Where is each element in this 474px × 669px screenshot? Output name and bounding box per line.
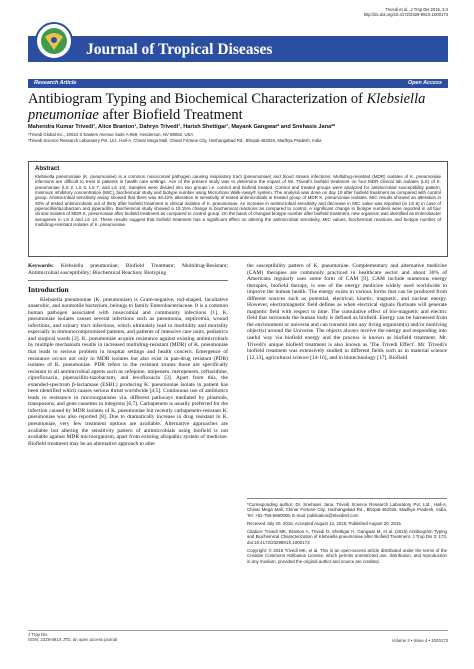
body-paragraph: the susceptibility pattern of K. pneumoniae. Complementary and alternative medicine (CAM) therapies are commonly practiced in healthcare sector and about 36% of Americans regularly uses some form of CAM [9]. CAM include numerous energy therapies, biofield therapy, is one of the energy medicine widely used worldwide to improve the human health. The energy exists in various forms that can be produced from different sources such as potential, electrical, kinetic, magnetic, and nuclear energy. However, electromagnetic field defines as when electrical signals fluctuate will generate magnetic field with respect to time. The cumulative effect of bio-magnetic and electric field that surrounds the human body is defined as biofield. Energy can be harnessed from the environment or universe and can transmit into any living organism(s) and/or nonliving object(s) around the Universe. The objects always receive the energy and responding into useful way via biofield energy and the process is known as biofield treatment. Mr. Trivedi's unique biofield treatment is also known as 'The Trivedi Effect'. Mr. Trivedi's biofield treatment was extensively studied in different fields such as in material science [12,13], agricultural science [14-16], and in biotechnology [17]. Biofield bbox=[247, 263, 447, 361]
abstract-text: Klebsiella pneumoniae (K. pneumoniae) is a common nosocomial pathogen causing respiratory tract (pneumoniae) and blood stream infections. Multidrug-resistant (MDR) isolates of K. pneumoniae infections are difficult to treat in patients in health care settings. Aim of the present study was to determine the impact of Mr. Trivedi's biofield treatment on four MDR clinical lab isolates (LS) of K. pneumoniae (LS 2, LS 6, LS 7, and LS 14). Samples were divided into two groups i.e. control and biofield treated. Control and treated groups were analyzed for antimicrobial susceptibility pattern, minimum inhibitory concentration (MIC), biochemical study and biotype number using MicroScan Walk-Away® system. The analysis was done on day 10 after biofield treatment as compared with control group. Antimicrobial sensitivity assay showed that there was 46.42% alteration in sensitivity of tested antimicrobials in treated group of MDR K. pneumoniae isolates. MIC results showed an alteration in 30% of tested antimicrobials out of thirty after biofield treatment in clinical isolates of K. pneumoniae. An increase in antimicrobial sensitivity and decrease in MIC value was reported (in LS 6) in case of piperacillin/tazobactam and piperacillin. Biochemical study showed a 15.15% change in biochemical reactions as compared to control. A significant change in biotype numbers were reported in all four clinical isolates of MDR K. pneumoniae after biofield treatment as compared to control group. On the basis of changed biotype number after biofield treatment, new organism was identified as Enterobacter aerogenes in LS 2 and LS 14. These results suggest that biofield treatment has a significant effect on altering the antimicrobial sensitivity, MIC values, biochemical reactions and biotype number of multidrug-resistant isolates of K. pneumoniae. bbox=[35, 174, 441, 228]
article-dates: Received July 20, 2015; Accepted August 13, 2015; Published August 20, 2015 bbox=[247, 520, 401, 526]
abstract-heading: Abstract bbox=[35, 166, 60, 172]
introduction-paragraph: Klebsiella pneumoniae (K. pneumoniae) is Gram-negative, rod-shaped, facultative anaerobic, and nonmotile bacterium, belongs to family Enterobacteriaceae. It is a common human pathogen associated with nosocomial and community infections [1]. K. pneumoniae isolates causes several infections such as pneumonia, septicemia, wound infections, and urinary tract infections, which ultimately lead to morbidity and mortality especially in immunocompromised patients, and patients of intensive care units, pediatrics and surgical wards [2]. K. pneumoniae acquire resistance against existing antimicrobials by multiple mechanism results in increased multidrug-resistant (MDR) of K. pneumoniae that leads to serious problem in hospital settings and health concern. Emergence of resistance occurs not only in MDR isolates but also exist in pan-drug resistant (PDR) isolates of K. pneumoniae. PDR refers to the resistant strains those are specifically resistant to all antimicrobial agents such as cefepime, imipenem, meropenem, ceftazidime, ciprofloxacin, piperacillin-tazobactam, and levofloxacin [3]. Apart from this, the extended-spectrum β-lactamase (ESBL) producing K. pneumoniae isolate in patient has been identified which causes serious threat worldwide [4,5]. Continuous use of antibiotics leads to resistance in microorganisms via. different pathways mediated by plasmids, transposons, and gene cassettes in integrons [6,7]. Carbapenem is usually preferred for the infection caused by MDR isolates of K. pneumoniae but recently carbapenem-resistant K. pneumoniae was also reported [8]. Due to dramatically increase in drug resistant in K. pneumoniae, very few treatment options are available. Alternative approaches are available but altering the sensitivity pattern of antimicrobials using biofield is not available against MDR microorganism, apart from existing allopathic system of medicine. Biofield treatment may be an alternative approach to alter bbox=[28, 296, 228, 447]
open-access-label: Open Access bbox=[408, 80, 442, 86]
keywords bbox=[28, 263, 228, 276]
title-italic-2: pneumoniae bbox=[28, 106, 99, 123]
article-type-bar bbox=[28, 79, 448, 88]
divider bbox=[28, 280, 228, 281]
header-citation bbox=[364, 7, 448, 18]
keywords-text: Klebsiella pneumoniae; Biofield Treatment; Multidrug-Resistant; Antimicrobial susceptibility; Biochemical Reaction; Biotyping bbox=[28, 263, 228, 276]
left-column bbox=[28, 263, 228, 447]
footer-journal-name: J Trop Dis bbox=[28, 632, 48, 637]
keywords-label: Keywords: bbox=[28, 263, 54, 269]
abstract-box bbox=[28, 161, 448, 257]
citation-line: Trivedi et al., J Trop Dis 2015, 3:4 bbox=[385, 7, 448, 12]
copyright-notice: Copyright: © 2015 Trivedi MK, et al. This is an open-access article distributed under the terms of the Creative Commons Attribution License, which permits unrestricted use, distribution, and reproduction in any medium, provided the original author and source are credited. bbox=[247, 548, 447, 564]
title-part-2: after Biofield Treatment bbox=[98, 106, 243, 123]
footer-journal bbox=[28, 632, 117, 643]
section-heading-introduction: Introduction bbox=[28, 285, 69, 295]
footer-divider bbox=[28, 630, 448, 631]
journal-title[interactable]: Journal of Tropical Diseases bbox=[86, 41, 273, 58]
title-italic-1: Klebsiella bbox=[366, 91, 426, 107]
title-part-1: Antibiogram Typing and Biochemical Characterization of bbox=[28, 91, 367, 107]
footer-issn: ISSN: 2329-891X JTD, an open access journal bbox=[28, 637, 118, 643]
corresponding-author: *Corresponding author: Dr. Snehasis Jana, Trivedi Science Research Laboratory Pvt. Ltd., Hall-A, Chinar Mega Mall, Chinar Fortune City, Hoshangabad Rd., Bhopal-462026, Madhya Pradesh, India, Tel: +91-755-6660006; E-mail: publication@trivedisrl.com bbox=[247, 502, 447, 518]
affiliation-1: ¹Trivedi Global Inc., 10624 S Eastern Avenue Suite A-969, Henderson, NV 89052, USA bbox=[28, 132, 194, 137]
affiliation-2: ²Trivedi Science Research Laboratory Pvt. Ltd., Hall-A, Chinar Mega Mall, Chinar Fortune City, Hoshangabad Rd., Bhopal-462026, Madhya Pradesh, India bbox=[28, 138, 322, 143]
author-list: Mahendra Kumar Trivedi¹, Alice Branton¹, Dahryn Trivedi¹, Harish Shettigar¹, Mayank Gangwar² and Snehasis Jana²* bbox=[28, 124, 336, 130]
article-title bbox=[28, 92, 448, 123]
doi-link[interactable]: http://dx.doi.org/10.4172/2329-891X.1000173 bbox=[363, 12, 448, 18]
journal-logo-icon bbox=[34, 20, 74, 62]
footer-volume: Volume 3 • Issue 4 • 1000173 bbox=[391, 638, 448, 643]
right-column bbox=[247, 263, 447, 361]
article-info-box bbox=[247, 498, 447, 567]
article-citation: Citation: Trivedi MK, Branton A, Trivedi D, Shettigar H, Gangwar M, et al. (2015) Antibiogram Typing and Biochemical Characterization of Klebsiella pneumoniae after Biofield Treatment. J Trop Dis 3: 173. doi:10.4172/2329891X.1000173 bbox=[247, 529, 447, 545]
article-type-label: Research Article bbox=[34, 80, 77, 86]
